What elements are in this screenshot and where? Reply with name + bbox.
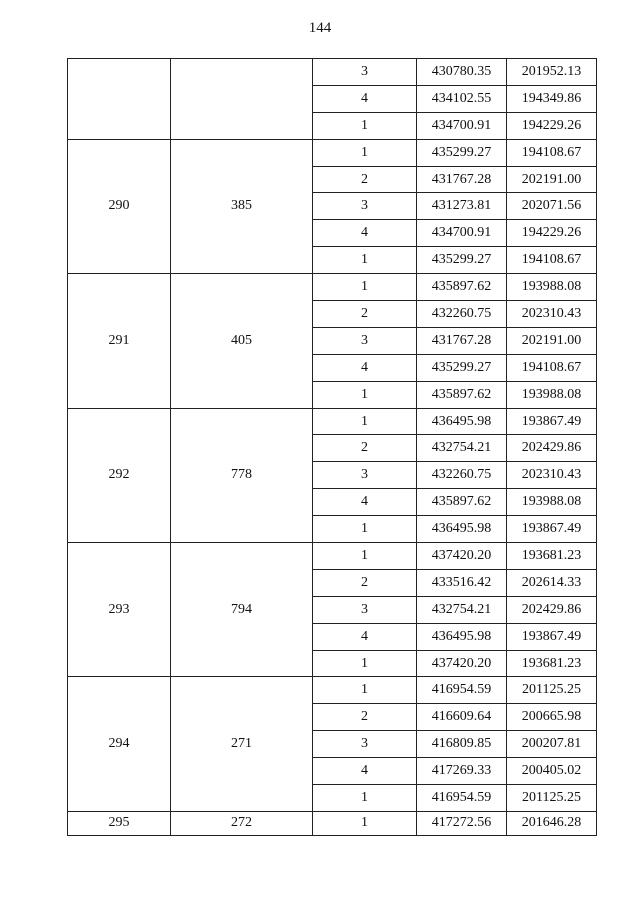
point-number-cell: 4 [313, 623, 417, 650]
y-coordinate-cell: 202191.00 [507, 166, 597, 193]
x-coordinate-cell: 431767.28 [417, 327, 507, 354]
point-number-cell: 4 [313, 354, 417, 381]
point-number-cell: 1 [313, 247, 417, 274]
x-coordinate-cell: 435897.62 [417, 489, 507, 516]
plot-number-cell: 293 [68, 543, 171, 677]
y-coordinate-cell: 202429.86 [507, 596, 597, 623]
page-number: 144 [308, 20, 332, 36]
point-number-cell: 1 [313, 274, 417, 301]
y-coordinate-cell: 193681.23 [507, 650, 597, 677]
table-row [68, 274, 597, 301]
x-coordinate-cell: 435897.62 [417, 274, 507, 301]
y-coordinate-cell: 193988.08 [507, 274, 597, 301]
table-row [68, 811, 597, 835]
x-coordinate-cell: 435299.27 [417, 247, 507, 274]
y-coordinate-cell: 193988.08 [507, 381, 597, 408]
point-number-cell: 3 [313, 731, 417, 758]
y-coordinate-cell: 201125.25 [507, 785, 597, 812]
area-cell [171, 59, 313, 140]
point-number-cell: 4 [313, 758, 417, 785]
point-number-cell: 4 [313, 85, 417, 112]
x-coordinate-cell: 417272.56 [417, 811, 507, 835]
point-number-cell: 2 [313, 435, 417, 462]
point-number-cell: 1 [313, 112, 417, 139]
y-coordinate-cell: 202191.00 [507, 327, 597, 354]
y-coordinate-cell: 194108.67 [507, 139, 597, 166]
point-number-cell: 1 [313, 408, 417, 435]
point-number-cell: 2 [313, 166, 417, 193]
y-coordinate-cell: 200665.98 [507, 704, 597, 731]
x-coordinate-cell: 431767.28 [417, 166, 507, 193]
x-coordinate-cell: 437420.20 [417, 650, 507, 677]
point-number-cell: 3 [313, 59, 417, 86]
y-coordinate-cell: 201952.13 [507, 59, 597, 86]
y-coordinate-cell: 200207.81 [507, 731, 597, 758]
y-coordinate-cell: 201646.28 [507, 811, 597, 835]
y-coordinate-cell: 193867.49 [507, 516, 597, 543]
x-coordinate-cell: 432754.21 [417, 435, 507, 462]
point-number-cell: 1 [313, 785, 417, 812]
area-cell: 385 [171, 139, 313, 273]
y-coordinate-cell: 202310.43 [507, 301, 597, 328]
y-coordinate-cell: 193681.23 [507, 543, 597, 570]
point-number-cell: 2 [313, 569, 417, 596]
point-number-cell: 1 [313, 811, 417, 835]
y-coordinate-cell: 202310.43 [507, 462, 597, 489]
y-coordinate-cell: 194108.67 [507, 247, 597, 274]
y-coordinate-cell: 193867.49 [507, 408, 597, 435]
point-number-cell: 2 [313, 704, 417, 731]
x-coordinate-cell: 436495.98 [417, 408, 507, 435]
y-coordinate-cell: 202429.86 [507, 435, 597, 462]
y-coordinate-cell: 194229.26 [507, 112, 597, 139]
point-number-cell: 4 [313, 220, 417, 247]
x-coordinate-cell: 416954.59 [417, 677, 507, 704]
y-coordinate-cell: 202071.56 [507, 193, 597, 220]
point-number-cell: 3 [313, 327, 417, 354]
y-coordinate-cell: 202614.33 [507, 569, 597, 596]
y-coordinate-cell: 194108.67 [507, 354, 597, 381]
coordinates-table-body [68, 59, 597, 836]
plot-number-cell: 295 [68, 811, 171, 835]
table-row [68, 408, 597, 435]
plot-number-cell: 291 [68, 274, 171, 408]
x-coordinate-cell: 416809.85 [417, 731, 507, 758]
x-coordinate-cell: 434102.55 [417, 85, 507, 112]
y-coordinate-cell: 193867.49 [507, 623, 597, 650]
table-row [68, 59, 597, 86]
plot-number-cell: 292 [68, 408, 171, 542]
y-coordinate-cell: 200405.02 [507, 758, 597, 785]
point-number-cell: 3 [313, 596, 417, 623]
y-coordinate-cell: 194229.26 [507, 220, 597, 247]
point-number-cell: 2 [313, 301, 417, 328]
y-coordinate-cell: 201125.25 [507, 677, 597, 704]
point-number-cell: 1 [313, 677, 417, 704]
area-cell: 778 [171, 408, 313, 542]
area-cell: 272 [171, 811, 313, 835]
coordinates-table [67, 58, 597, 836]
x-coordinate-cell: 432260.75 [417, 462, 507, 489]
area-cell: 405 [171, 274, 313, 408]
plot-number-cell: 290 [68, 139, 171, 273]
point-number-cell: 1 [313, 543, 417, 570]
point-number-cell: 1 [313, 381, 417, 408]
x-coordinate-cell: 436495.98 [417, 516, 507, 543]
table-row [68, 543, 597, 570]
x-coordinate-cell: 437420.20 [417, 543, 507, 570]
area-cell: 271 [171, 677, 313, 811]
area-cell: 794 [171, 543, 313, 677]
point-number-cell: 1 [313, 139, 417, 166]
x-coordinate-cell: 436495.98 [417, 623, 507, 650]
x-coordinate-cell: 435299.27 [417, 354, 507, 381]
x-coordinate-cell: 433516.42 [417, 569, 507, 596]
point-number-cell: 1 [313, 516, 417, 543]
x-coordinate-cell: 434700.91 [417, 220, 507, 247]
x-coordinate-cell: 432754.21 [417, 596, 507, 623]
point-number-cell: 3 [313, 193, 417, 220]
x-coordinate-cell: 432260.75 [417, 301, 507, 328]
y-coordinate-cell: 193988.08 [507, 489, 597, 516]
x-coordinate-cell: 431273.81 [417, 193, 507, 220]
x-coordinate-cell: 434700.91 [417, 112, 507, 139]
x-coordinate-cell: 435299.27 [417, 139, 507, 166]
point-number-cell: 1 [313, 650, 417, 677]
y-coordinate-cell: 194349.86 [507, 85, 597, 112]
table-row [68, 677, 597, 704]
x-coordinate-cell: 416954.59 [417, 785, 507, 812]
x-coordinate-cell: 430780.35 [417, 59, 507, 86]
point-number-cell: 3 [313, 462, 417, 489]
table-row [68, 139, 597, 166]
point-number-cell: 4 [313, 489, 417, 516]
x-coordinate-cell: 416609.64 [417, 704, 507, 731]
x-coordinate-cell: 435897.62 [417, 381, 507, 408]
x-coordinate-cell: 417269.33 [417, 758, 507, 785]
plot-number-cell [68, 59, 171, 140]
plot-number-cell: 294 [68, 677, 171, 811]
